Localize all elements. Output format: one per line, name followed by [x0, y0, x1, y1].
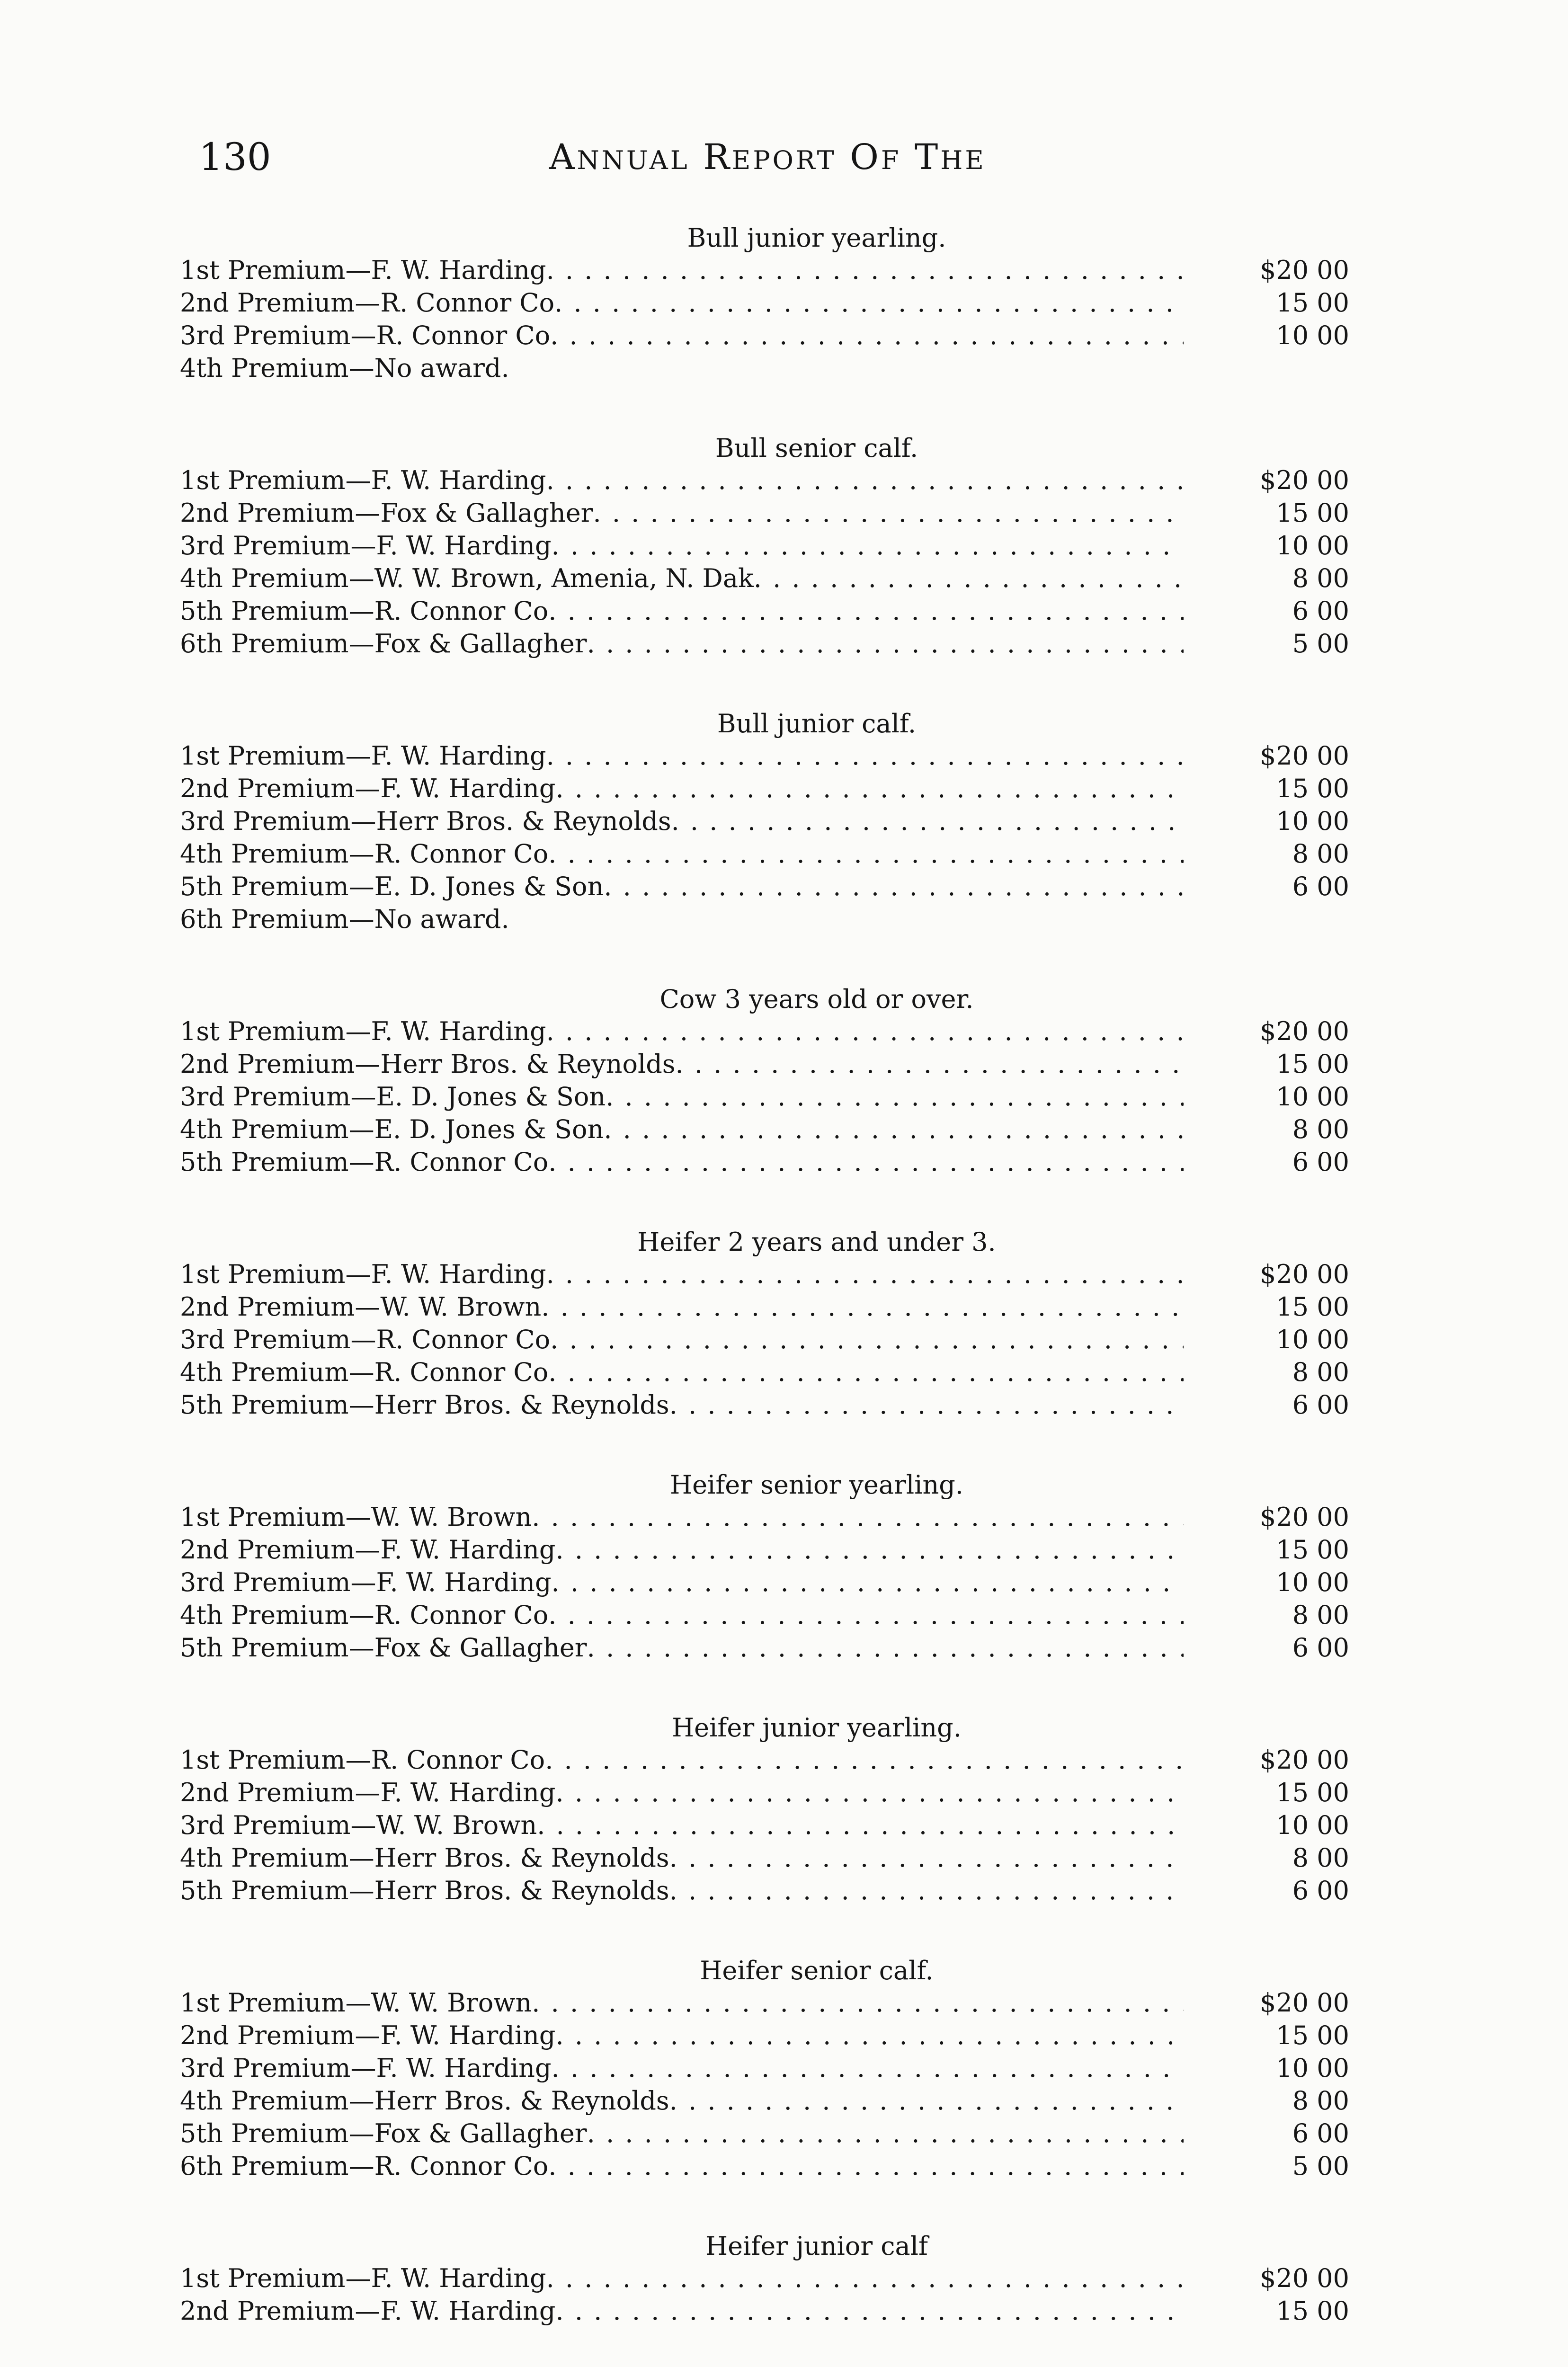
premium-award-text: 4th Premium—Herr Bros. & Reynolds: [180, 1843, 669, 1873]
premium-amount: $20 00: [1260, 741, 1349, 771]
premium-award-text: 4th Premium—R. Connor Co: [180, 1357, 549, 1387]
premium-row: [180, 805, 1349, 837]
dot-leader: [604, 1113, 1184, 1146]
premium-award-text: 6th Premium—No award.: [180, 904, 509, 934]
dot-leader: [550, 1323, 1184, 1356]
dot-leader: [532, 1986, 1184, 2019]
dot-leader: [545, 1744, 1184, 1776]
premium-award-text: 2nd Premium—F. W. Harding: [180, 1778, 556, 1807]
premium-section: [180, 222, 1349, 384]
premium-row: [180, 772, 1349, 805]
premium-row: [180, 562, 1349, 595]
premium-row: [180, 2019, 1349, 2052]
premium-amount: 6 00: [1292, 596, 1349, 626]
premium-amount: 10 00: [1276, 2053, 1349, 2083]
premium-award-text: 3rd Premium—R. Connor Co: [180, 320, 551, 350]
premium-award-text: 1st Premium—W. W. Brown: [180, 1502, 532, 1532]
premium-row: [180, 1258, 1349, 1290]
premium-amount: 6 00: [1292, 1876, 1349, 1905]
premium-award-text: 3rd Premium—W. W. Brown: [180, 1810, 537, 1840]
premium-row: [180, 2052, 1349, 2084]
dot-leader: [587, 627, 1184, 660]
premium-row: [180, 2295, 1349, 2327]
premium-award-text: 1st Premium—W. W. Brown: [180, 1988, 532, 2018]
premium-section: [180, 1712, 1349, 1907]
premium-award-text: 3rd Premium—F. W. Harding: [180, 2053, 552, 2083]
running-title: ANNUAL REPORT OF THE: [549, 137, 986, 178]
premium-award-text: 6th Premium—Fox & Gallagher: [180, 629, 587, 658]
premium-amount: 10 00: [1276, 1325, 1349, 1354]
dot-leader: [546, 1015, 1184, 1048]
dot-leader: [552, 1566, 1184, 1599]
premium-award-text: 1st Premium—F. W. Harding: [180, 1016, 546, 1046]
premium-amount: 15 00: [1276, 1778, 1349, 1807]
premium-award-text: 6th Premium—R. Connor Co: [180, 2151, 549, 2181]
dot-leader: [550, 319, 1184, 352]
premium-amount: 10 00: [1276, 1082, 1349, 1112]
premium-award-text: 4th Premium—E. D. Jones & Son: [180, 1114, 604, 1144]
premium-amount: $20 00: [1260, 465, 1349, 495]
premium-amount: 8 00: [1292, 2086, 1349, 2116]
premium-amount: 10 00: [1276, 1810, 1349, 1840]
dot-leader: [606, 1080, 1184, 1113]
premium-award-text: 5th Premium—Fox & Gallagher: [180, 1633, 587, 1663]
premium-award-text: 1st Premium—F. W. Harding: [180, 2263, 546, 2293]
premium-award-text: 2nd Premium—Fox & Gallagher: [180, 498, 593, 528]
premium-row: [180, 1744, 1349, 1776]
premium-amount: 10 00: [1276, 531, 1349, 561]
premium-amount: $20 00: [1260, 1745, 1349, 1775]
premium-section: [180, 708, 1349, 935]
premium-award-text: 4th Premium—R. Connor Co: [180, 1600, 549, 1630]
premium-amount: 6 00: [1292, 2118, 1349, 2148]
premium-row: [180, 497, 1349, 529]
premium-award-text: 2nd Premium—W. W. Brown: [180, 1292, 542, 1322]
premium-amount: $20 00: [1260, 255, 1349, 285]
dot-leader: [546, 464, 1184, 497]
dot-leader: [604, 870, 1184, 903]
dot-leader: [669, 1842, 1184, 1874]
premium-row: [180, 1146, 1349, 1178]
premium-award-text: 3rd Premium—Herr Bros. & Reynolds: [180, 806, 671, 836]
premium-row: [180, 319, 1349, 352]
section-title: Heifer senior calf.: [700, 1956, 934, 1985]
premium-row: [180, 2150, 1349, 2182]
premium-row: [180, 627, 1349, 660]
premium-amount: 10 00: [1276, 1567, 1349, 1597]
premium-row: [180, 870, 1349, 903]
dot-leader: [754, 562, 1184, 595]
premium-award-text: 5th Premium—Fox & Gallagher: [180, 2118, 587, 2148]
dot-leader: [556, 2019, 1184, 2052]
premium-award-text: 5th Premium—Herr Bros. & Reynolds: [180, 1876, 669, 1905]
premium-amount: $20 00: [1260, 1016, 1349, 1046]
section-title: Bull junior calf.: [717, 709, 917, 739]
premium-row: [180, 1048, 1349, 1080]
premium-row: [180, 1874, 1349, 1907]
section-title: Heifer senior yearling.: [670, 1470, 963, 1500]
premium-row: [180, 595, 1349, 627]
dot-leader: [548, 837, 1184, 870]
premium-award-text: 2nd Premium—R. Connor Co: [180, 288, 555, 318]
premium-list: [180, 222, 1349, 2367]
premium-section: [180, 984, 1349, 1178]
premium-award-text: 3rd Premium—F. W. Harding: [180, 1567, 552, 1597]
premium-amount: 8 00: [1292, 1843, 1349, 1873]
section-title: Bull senior calf.: [715, 433, 918, 463]
premium-amount: 8 00: [1292, 1600, 1349, 1630]
dot-leader: [546, 739, 1184, 772]
premium-row: [180, 1599, 1349, 1631]
dot-leader: [676, 1048, 1184, 1080]
premium-row: [180, 464, 1349, 497]
premium-amount: 15 00: [1276, 774, 1349, 803]
premium-award-text: 1st Premium—F. W. Harding: [180, 1259, 546, 1289]
premium-row: [180, 1776, 1349, 1809]
premium-award-text: 3rd Premium—F. W. Harding: [180, 531, 552, 561]
premium-amount: 8 00: [1292, 563, 1349, 593]
premium-row: [180, 286, 1349, 319]
premium-row: [180, 837, 1349, 870]
page-header: [199, 135, 1335, 187]
premium-row: [180, 2262, 1349, 2295]
premium-award-text: 2nd Premium—F. W. Harding: [180, 2020, 556, 2050]
premium-award-text: 5th Premium—R. Connor Co: [180, 1147, 549, 1177]
premium-award-text: 4th Premium—W. W. Brown, Amenia, N. Dak: [180, 563, 754, 593]
premium-award-text: 4th Premium—Herr Bros. & Reynolds: [180, 2086, 669, 2116]
premium-row: [180, 1080, 1349, 1113]
dot-leader: [548, 1356, 1184, 1388]
premium-row: [180, 1323, 1349, 1356]
premium-award-text: 1st Premium—F. W. Harding: [180, 465, 546, 495]
premium-amount: 15 00: [1276, 1292, 1349, 1322]
premium-row: [180, 1842, 1349, 1874]
dot-leader: [552, 2052, 1184, 2084]
dot-leader: [593, 497, 1184, 529]
dot-leader: [556, 772, 1184, 805]
premium-award-text: 2nd Premium—F. W. Harding: [180, 774, 556, 803]
premium-amount: 8 00: [1292, 1357, 1349, 1387]
premium-amount: 15 00: [1276, 498, 1349, 528]
dot-leader: [546, 2262, 1184, 2295]
premium-award-text: 1st Premium—R. Connor Co: [180, 1745, 545, 1775]
premium-award-text: 3rd Premium—E. D. Jones & Son: [180, 1082, 606, 1112]
premium-row: [180, 1290, 1349, 1323]
dot-leader: [587, 2117, 1184, 2150]
premium-award-text: 1st Premium—F. W. Harding: [180, 255, 546, 285]
premium-award-text: 5th Premium—E. D. Jones & Son: [180, 872, 604, 901]
premium-row: [180, 1986, 1349, 2019]
premium-award-text: 3rd Premium—R. Connor Co: [180, 1325, 551, 1354]
premium-row: [180, 529, 1349, 562]
premium-amount: 10 00: [1276, 806, 1349, 836]
dot-leader: [532, 1501, 1184, 1533]
premium-award-text: 5th Premium—R. Connor Co: [180, 596, 549, 626]
dot-leader: [552, 529, 1184, 562]
premium-row: [180, 1388, 1349, 1421]
premium-row: [180, 1809, 1349, 1842]
premium-row: [180, 2084, 1349, 2117]
dot-leader: [548, 1146, 1184, 1178]
dot-leader: [556, 1533, 1184, 1566]
premium-amount: 5 00: [1292, 629, 1349, 658]
premium-row: [180, 254, 1349, 286]
section-title: Heifer junior yearling.: [672, 1713, 962, 1743]
premium-award-text: 2nd Premium—Herr Bros. & Reynolds: [180, 1049, 676, 1079]
dot-leader: [556, 2295, 1184, 2327]
dot-leader: [548, 595, 1184, 627]
dot-leader: [546, 254, 1184, 286]
premium-amount: 15 00: [1276, 2020, 1349, 2050]
premium-section: [180, 1469, 1349, 1664]
premium-amount: 15 00: [1276, 1049, 1349, 1079]
premium-amount: 15 00: [1276, 2296, 1349, 2326]
dot-leader: [546, 1258, 1184, 1290]
dot-leader: [548, 2150, 1184, 2182]
page-number: 130: [199, 135, 271, 179]
premium-row: [180, 1533, 1349, 1566]
premium-amount: 6 00: [1292, 1390, 1349, 1420]
premium-section: [180, 433, 1349, 660]
premium-award-text: 4th Premium—No award.: [180, 353, 509, 383]
dot-leader: [669, 1874, 1184, 1907]
premium-section: [180, 2231, 1349, 2327]
premium-award-text: 4th Premium—R. Connor Co: [180, 839, 549, 869]
premium-row: [180, 1113, 1349, 1146]
premium-row: [180, 352, 1349, 384]
premium-row: [180, 903, 1349, 935]
premium-amount: 8 00: [1292, 839, 1349, 869]
dot-leader: [537, 1809, 1184, 1842]
dot-leader: [541, 1290, 1184, 1323]
premium-award-text: 2nd Premium—F. W. Harding: [180, 1535, 556, 1565]
premium-row: [180, 1501, 1349, 1533]
premium-award-text: 5th Premium—Herr Bros. & Reynolds: [180, 1390, 669, 1420]
dot-leader: [669, 1388, 1184, 1421]
section-title: Heifer 2 years and under 3.: [637, 1227, 996, 1257]
premium-amount: 6 00: [1292, 1147, 1349, 1177]
dot-leader: [556, 1776, 1184, 1809]
section-title: Bull junior yearling.: [687, 223, 946, 253]
dot-leader: [671, 805, 1184, 837]
premium-amount: 6 00: [1292, 1633, 1349, 1663]
premium-row: [180, 1631, 1349, 1664]
dot-leader: [548, 1599, 1184, 1631]
premium-amount: $20 00: [1260, 2263, 1349, 2293]
section-title: Cow 3 years old or over.: [659, 984, 974, 1014]
premium-amount: 10 00: [1276, 320, 1349, 350]
premium-award-text: 2nd Premium—F. W. Harding: [180, 2296, 556, 2326]
premium-section: [180, 1227, 1349, 1421]
premium-amount: 5 00: [1292, 2151, 1349, 2181]
premium-amount: $20 00: [1260, 1259, 1349, 1289]
section-title: Heifer junior calf: [705, 2231, 928, 2261]
premium-amount: 8 00: [1292, 1114, 1349, 1144]
dot-leader: [587, 1631, 1184, 1664]
premium-row: [180, 1015, 1349, 1048]
premium-row: [180, 1356, 1349, 1388]
premium-award-text: 1st Premium—F. W. Harding: [180, 741, 546, 771]
premium-amount: 15 00: [1276, 1535, 1349, 1565]
dot-leader: [669, 2084, 1184, 2117]
dot-leader: [554, 286, 1184, 319]
premium-amount: 6 00: [1292, 872, 1349, 901]
premium-row: [180, 739, 1349, 772]
premium-amount: $20 00: [1260, 1502, 1349, 1532]
premium-row: [180, 1566, 1349, 1599]
premium-amount: $20 00: [1260, 1988, 1349, 2018]
premium-section: [180, 1955, 1349, 2182]
premium-amount: 15 00: [1276, 288, 1349, 318]
premium-row: [180, 2117, 1349, 2150]
